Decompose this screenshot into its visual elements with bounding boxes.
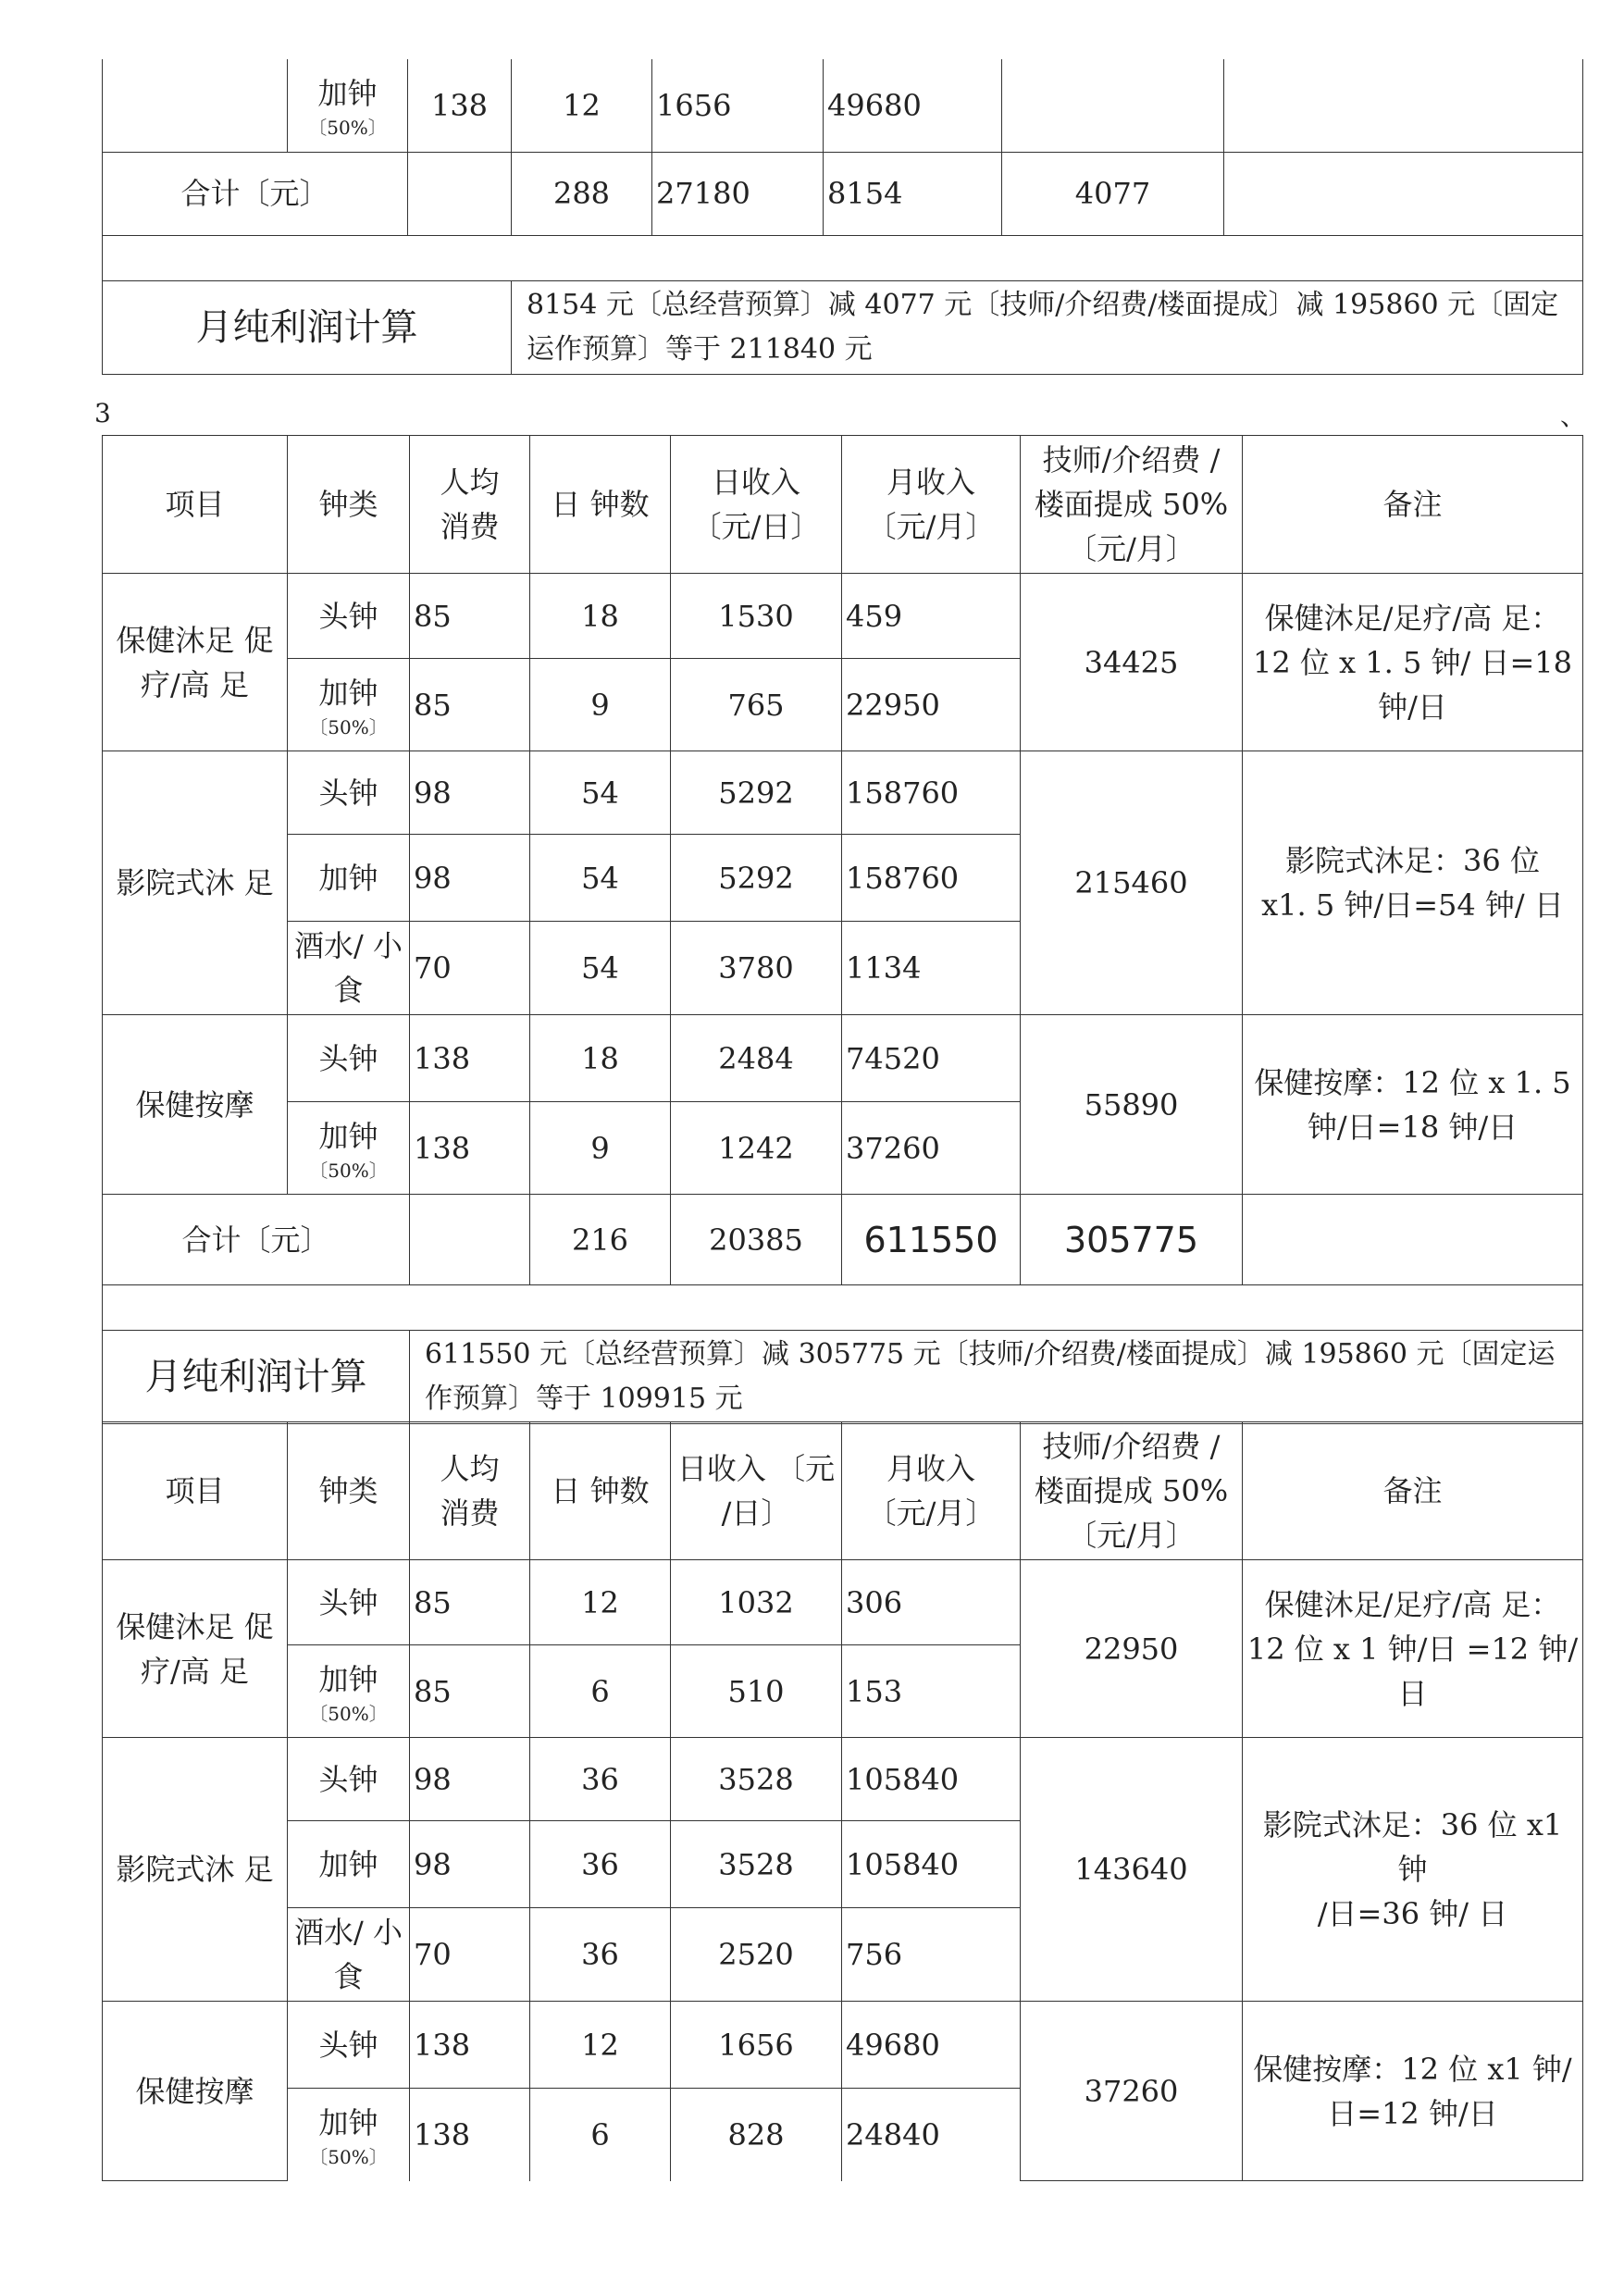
daily-cell: 1242: [671, 1102, 842, 1195]
count-cell: 9: [530, 659, 671, 751]
per-cell: 85: [410, 1560, 530, 1645]
total-daily: 27180: [652, 152, 824, 235]
budget-table-2: [102, 435, 1583, 1424]
header-item: 项目: [103, 1422, 288, 1560]
header-daily: 日收入 〔元 /日〕: [671, 1422, 842, 1560]
profit-row: [103, 280, 1583, 374]
per-cell: 138: [410, 2002, 530, 2089]
daily-cell: 828: [671, 2089, 842, 2181]
per-cell: 98: [410, 751, 530, 835]
header-row: [103, 436, 1583, 574]
monthly-cell: 37260: [842, 1102, 1021, 1195]
monthly-cell: 306: [842, 1560, 1021, 1645]
group-name: 保健按摩: [103, 2002, 288, 2181]
header-per: 人均 消费: [410, 436, 530, 574]
table-row: [103, 59, 1583, 152]
table-row: [103, 1738, 1583, 1821]
daily-cell: 1032: [671, 1560, 842, 1645]
profit-text: 8154 元〔总经营预算〕减 4077 元〔技师/介绍费/楼面提成〕减 195860 元〔固定运作预算〕等于 211840 元: [512, 280, 1583, 374]
daily-cell: 3780: [671, 922, 842, 1015]
monthly-cell: 105840: [842, 1738, 1021, 1821]
type-cell: 加钟: [288, 835, 410, 922]
per-cell: 98: [410, 1738, 530, 1821]
monthly-cell: 459: [842, 574, 1021, 659]
header-commission: 技师/介绍费 / 楼面提成 50% 〔元/月〕: [1021, 1422, 1243, 1560]
commission-cell: 55890: [1021, 1015, 1243, 1195]
per-cell: 98: [410, 1821, 530, 1908]
type-cell: 头钟: [288, 2002, 410, 2089]
type-cell: 酒水/ 小 食: [288, 1908, 410, 2002]
header-row: [103, 1422, 1583, 1560]
profit-row: [103, 1331, 1583, 1424]
header-monthly: 月收入 〔元/月〕: [842, 436, 1021, 574]
table-row: [103, 2002, 1583, 2089]
note-cell: 影院式沐足：36 位 x1 钟 /日=36 钟/ 日: [1243, 1738, 1583, 2002]
daily-cell: 510: [671, 1645, 842, 1738]
count-cell: 54: [530, 751, 671, 835]
total-count: 288: [512, 152, 652, 235]
total-commission: 305775: [1021, 1195, 1243, 1285]
monthly-cell: 49680: [824, 59, 1002, 152]
total-label: 合计〔元〕: [103, 152, 408, 235]
daily-cell: 2520: [671, 1908, 842, 2002]
table-row: [103, 574, 1583, 659]
group-name: 影院式沐 足: [103, 751, 288, 1015]
daily-cell: 3528: [671, 1821, 842, 1908]
daily-cell: 5292: [671, 835, 842, 922]
count-cell: 12: [530, 2002, 671, 2089]
note-cell: 保健按摩：12 位 x1 钟/ 日=12 钟/日: [1243, 2002, 1583, 2181]
type-cell: 头钟: [288, 574, 410, 659]
count-cell: 36: [530, 1908, 671, 2002]
daily-cell: 1656: [652, 59, 824, 152]
type-cell: 头钟: [288, 1015, 410, 1102]
monthly-cell: 158760: [842, 751, 1021, 835]
table-row: [103, 1015, 1583, 1102]
per-cell: 138: [410, 1015, 530, 1102]
type-cell: 加钟 〔50%〕: [288, 59, 408, 152]
daily-cell: 1530: [671, 574, 842, 659]
monthly-cell: 756: [842, 1908, 1021, 2002]
monthly-cell: 1134: [842, 922, 1021, 1015]
monthly-cell: 153: [842, 1645, 1021, 1738]
note-cell: 影院式沐足：36 位 x1. 5 钟/日=54 钟/ 日: [1243, 751, 1583, 1015]
header-commission: 技师/介绍费 / 楼面提成 50% 〔元/月〕: [1021, 436, 1243, 574]
header-count: 日 钟数: [530, 1422, 671, 1560]
monthly-cell: 74520: [842, 1015, 1021, 1102]
total-row: [103, 1195, 1583, 1285]
type-cell: 加钟 〔50%〕: [288, 2089, 410, 2181]
group-name: 保健按摩: [103, 1015, 288, 1195]
total-commission: 4077: [1002, 152, 1224, 235]
per-cell: 98: [410, 835, 530, 922]
spacer-row: [103, 1285, 1583, 1331]
total-row: [103, 152, 1583, 235]
total-daily: 20385: [671, 1195, 842, 1285]
header-type: 钟类: [288, 1422, 410, 1560]
header-note: 备注: [1243, 436, 1583, 574]
count-cell: 36: [530, 1821, 671, 1908]
note-cell: 保健沐足/足疗/高 足： 12 位 x 1. 5 钟/ 日=18 钟/日: [1243, 574, 1583, 751]
type-cell: 加钟: [288, 1821, 410, 1908]
per-cell: 70: [410, 1908, 530, 2002]
monthly-cell: 22950: [842, 659, 1021, 751]
daily-cell: 5292: [671, 751, 842, 835]
count-cell: 12: [512, 59, 652, 152]
monthly-cell: 24840: [842, 2089, 1021, 2181]
monthly-cell: 49680: [842, 2002, 1021, 2089]
count-cell: 18: [530, 574, 671, 659]
section-number: 3: [94, 398, 111, 428]
count-cell: 18: [530, 1015, 671, 1102]
type-cell: 加钟 〔50%〕: [288, 659, 410, 751]
header-per: 人均 消费: [410, 1422, 530, 1560]
total-label: 合计〔元〕: [103, 1195, 410, 1285]
type-cell: 加钟 〔50%〕: [288, 1645, 410, 1738]
per-cell: 138: [408, 59, 512, 152]
total-monthly: 8154: [824, 152, 1002, 235]
header-daily: 日收入 〔元/日〕: [671, 436, 842, 574]
header-count: 日 钟数: [530, 436, 671, 574]
monthly-cell: 158760: [842, 835, 1021, 922]
total-monthly: 611550: [842, 1195, 1021, 1285]
type-cell: 头钟: [288, 1738, 410, 1821]
daily-cell: 765: [671, 659, 842, 751]
type-cell: 加钟 〔50%〕: [288, 1102, 410, 1195]
count-cell: 6: [530, 2089, 671, 2181]
daily-cell: 3528: [671, 1738, 842, 1821]
count-cell: 6: [530, 1645, 671, 1738]
type-cell: 头钟: [288, 1560, 410, 1645]
per-cell: 85: [410, 574, 530, 659]
section-mark: 、: [1560, 401, 1587, 431]
note-cell: 保健沐足/足疗/高 足： 12 位 x 1 钟/日 =12 钟/ 日: [1243, 1560, 1583, 1738]
count-cell: 54: [530, 922, 671, 1015]
per-cell: 85: [410, 659, 530, 751]
type-cell: 头钟: [288, 751, 410, 835]
commission-cell: 34425: [1021, 574, 1243, 751]
header-item: 项目: [103, 436, 288, 574]
monthly-cell: 105840: [842, 1821, 1021, 1908]
per-cell: 85: [410, 1645, 530, 1738]
group-name: 保健沐足 促 疗/高 足: [103, 1560, 288, 1738]
per-cell: 138: [410, 1102, 530, 1195]
budget-table-3: [102, 1421, 1583, 2181]
commission-cell: 37260: [1021, 2002, 1243, 2181]
type-cell: 酒水/ 小 食: [288, 922, 410, 1015]
header-type: 钟类: [288, 436, 410, 574]
table-row: [103, 751, 1583, 835]
group-name: 影院式沐 足: [103, 1738, 288, 2002]
commission-cell: 215460: [1021, 751, 1243, 1015]
per-cell: 138: [410, 2089, 530, 2181]
per-cell: 70: [410, 922, 530, 1015]
commission-cell: 22950: [1021, 1560, 1243, 1738]
count-cell: 12: [530, 1560, 671, 1645]
group-name: 保健沐足 促 疗/高 足: [103, 574, 288, 751]
profit-title: 月纯利润计算: [103, 280, 512, 374]
daily-cell: 1656: [671, 2002, 842, 2089]
note-cell: 保健按摩：12 位 x 1. 5 钟/日=18 钟/日: [1243, 1015, 1583, 1195]
header-monthly: 月收入 〔元/月〕: [842, 1422, 1021, 1560]
daily-cell: 2484: [671, 1015, 842, 1102]
profit-text: 611550 元〔总经营预算〕减 305775 元〔技师/介绍费/楼面提成〕减 195860 元〔固定运作预算〕等于 109915 元: [410, 1331, 1583, 1424]
commission-cell: 143640: [1021, 1738, 1243, 2002]
profit-title: 月纯利润计算: [103, 1331, 410, 1424]
top-table: [102, 59, 1583, 375]
count-cell: 54: [530, 835, 671, 922]
count-cell: 9: [530, 1102, 671, 1195]
total-count: 216: [530, 1195, 671, 1285]
table-row: [103, 1560, 1583, 1645]
header-note: 备注: [1243, 1422, 1583, 1560]
count-cell: 36: [530, 1738, 671, 1821]
spacer-row: [103, 235, 1583, 280]
